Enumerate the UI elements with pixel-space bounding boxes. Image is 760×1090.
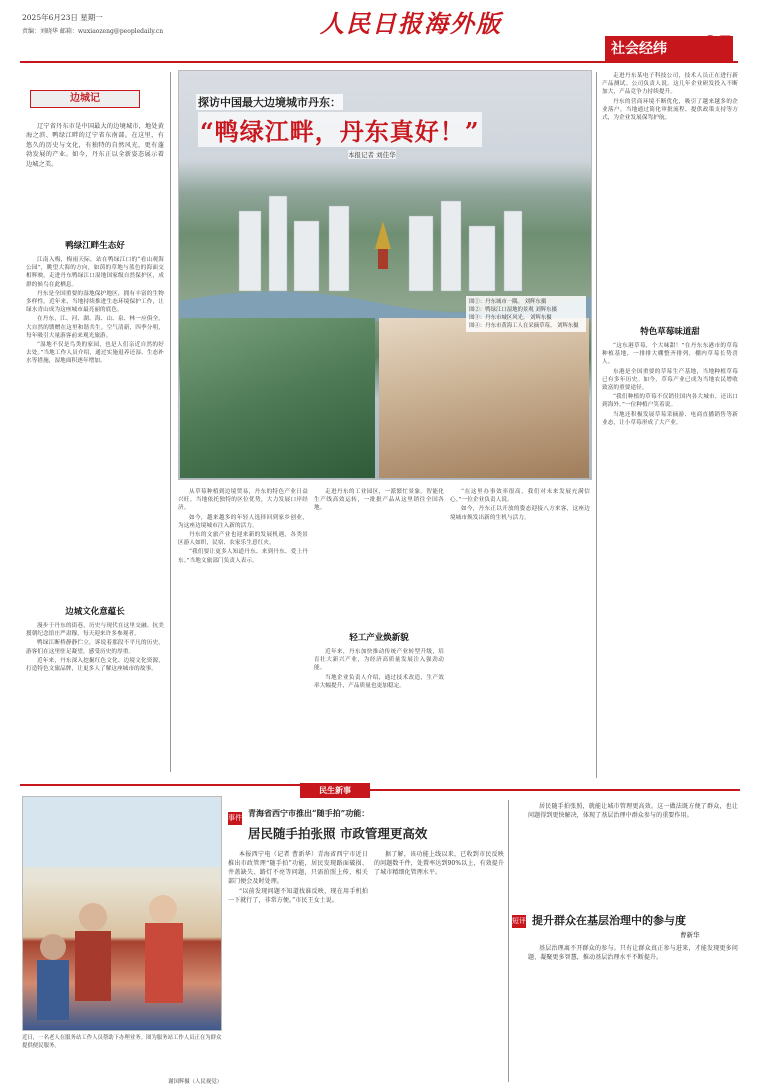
- story2-tag: 短评: [512, 915, 526, 928]
- feature-title: “鸭绿江畔，丹东真好！”: [198, 112, 482, 147]
- story-divider: [508, 800, 509, 1082]
- story2-author: 曹新华: [680, 931, 700, 939]
- left-section-body-2: 漫步于丹东的街巷，历史与现代在这里交融。抗美援朝纪念馆庄严肃穆，每天迎来许多参观者。 鸭绿江断桥静静伫立，诉说着那段不平凡的历史。游客们在这里驻足凝望，感受历史的厚重。 近年来，丹东深入挖掘红色文化、边境文化资源，打造特色文旅品牌，让更多人了解这座城市的故事。: [26, 623, 164, 673]
- feature-photo-wetland: [180, 318, 375, 478]
- story1-kicker: 青海省西宁市推出“随手拍”功能：: [248, 808, 370, 818]
- column-rule: [170, 72, 171, 772]
- story2-headline: 提升群众在基层治理中的参与度: [532, 914, 686, 927]
- section-label: 社会经纬: [605, 36, 733, 62]
- middle-body-3: 近年来，丹东加快推动传统产业转型升级，培育壮大新兴产业，为经济高质量发展注入强劲动能。 当地企业负责人介绍，通过技术改造，生产效率大幅提升，产品质量也更加稳定。: [314, 649, 444, 689]
- middle-body-4: “在这里办事效率很高，我们对未来发展充满信心。”一位企业负责人说。 如今，丹东正以开放的姿态迎接八方来客，这座边境城市焕发出新的生机与活力。: [450, 489, 590, 521]
- header-divider: [20, 61, 738, 63]
- bottom-photo-credit: 谢国辉摄（人民视觉）: [168, 1079, 222, 1085]
- right-body-1: 走进丹东某电子科技公司，技术人员正在进行新产品测试。公司负责人说，这几年企业研发投入不断加大，产品竞争力持续提升。 丹东的营商环境不断优化，吸引了越来越多的企业落户。当地通过简化审批流程、提供政策支持等方式，为企业发展保驾护航。: [602, 73, 738, 122]
- story1-tag: 事件: [228, 812, 242, 825]
- bottom-photo: [22, 796, 222, 1031]
- story1-body-1: 本报西宁电（记者 曹新华）青海省西宁市近日推出市政管理“随手拍”功能，居民发现路面破损、井盖缺失、路灯不亮等问题，只需拍照上传，相关部门便会及时处理。 “以前发现问题不知道找谁反映，现在用手机拍一下就行了，非常方便。”市民王女士说。: [228, 851, 368, 904]
- story1-headline: 居民随手拍张照 市政管理更高效: [248, 826, 428, 841]
- bottom-photo-caption: 近日，一名老人在服务站工作人员帮助下办理业务。图为服务站工作人员正在为群众提供便民服务。: [22, 1035, 222, 1049]
- left-section-title-1: 鸭绿江畔生态好: [65, 241, 125, 251]
- feature-photo-strawberry: [379, 318, 589, 478]
- story2-body-1: 居民随手拍张照，就能让城市管理更高效。这一做法既方便了群众，也让问题得到更快解决，体现了基层治理中群众参与的重要作用。: [528, 803, 738, 819]
- bottom-divider-right: [370, 789, 740, 791]
- story2-body-2: 基层治理离不开群众的参与。只有让群众真正参与进来，才能发现更多问题、凝聚更多智慧，推动基层治理水平不断提升。: [528, 945, 738, 961]
- column-heading: 边城记: [30, 90, 140, 108]
- story1-body-2: 据了解，该功能上线以来，已收到市民反映的问题数千件，处置率达到90%以上，有效提升了城市精细化管理水平。: [374, 851, 504, 876]
- bottom-section-label: 民生新事: [300, 783, 370, 798]
- left-intro: 辽宁省丹东市是中国最大的边境城市，地处黄海之滨、鸭绿江畔的辽宁省东南部。在这里，有悠久的历史与文化，有独特的自然风光，更有蓬勃发展的产业。如今，丹东正以全新姿态展示着边城之美。: [26, 123, 164, 168]
- header-date: 2025年6月23日 星期一: [22, 13, 103, 22]
- right-column-rule: [596, 72, 597, 778]
- middle-body-1: 从草莓种植到边境贸易，丹东的特色产业日益兴旺。当地依托独特的区位优势，大力发展口岸经济。 如今，越来越多的年轻人选择回到家乡创业，为这座边境城市注入新的活力。 丹东的文旅产业也迎来新的发展机遇，各类景区游人如织，民宿、农家乐生意红火。 “我们要让更多人知道丹东、来到丹东、爱上丹东。”当地文旅部门负责人表示。: [178, 489, 308, 564]
- right-section-title: 特色草莓味道甜: [640, 327, 700, 337]
- left-section-title-2: 边城文化意蕴长: [65, 607, 125, 617]
- feature-kicker: 探访中国最大边境城市丹东：: [198, 96, 341, 109]
- service-scene-graphic: [23, 797, 222, 1031]
- header-editors: 责编：刘晓华 邮箱：wuxiaozeng@peopledaily.cn: [22, 28, 164, 35]
- feature-byline: 本报记者 刘佳华: [348, 151, 396, 159]
- photo-captions: 图①：丹东城市一隅。 刘辉东摄 图②：鸭绿江口湿地的景观 刘辉东摄 图③：丹东市城区风光。 刘辉东摄 图④：丹东市黄海工人在采摘草莓。 刘辉东摄: [466, 296, 586, 332]
- left-section-body-1: 江南入梅，梅雨天际。站在鸭绿江口的“看山观海公园”，眺望大海的方向，如茵的草地与蓝色的海面交相辉映。走进丹东鸭绿江口湿地国家级自然保护区，成群的候鸟在此栖息。 丹东是全国重要的湿地保护地区，拥有丰富的生物多样性。近年来，当地持续推进生态环境保护工作，让绿水青山成为这座城市最亮丽的底色。 在丹东，江、河、湖、海、山、泉、林一应俱全。大自然的馈赠在这里和谐共生。空气清新，四季分明，每年吸引大量游客前来观光旅游。 “湿地不仅是鸟类的家园，也是人们亲近自然的好去处。”当地工作人员介绍，通过实施退养还湿、生态补水等措施，湿地面积逐年增加。: [26, 257, 164, 365]
- middle-body-2: 走进丹东的工业园区，一派繁忙景象。智能化生产线高效运转，一批批产品从这里销往全国各地。: [314, 489, 444, 512]
- right-body-2: “这东港草莓，个大味甜！”在丹东东港市的草莓种植基地，一排排大棚整齐排列，棚内草莓长势喜人。 东港是全国重要的草莓生产基地，当地种植草莓已有多年历史。如今，草莓产业已成为当地农民增收致富的重要途径。 “我们种植的草莓不仅销往国内各大城市，还出口到海外。”一位种植户笑着说。 当地还积极发展草莓采摘游、电商直播销售等新业态，让小草莓形成了大产业。: [602, 343, 738, 426]
- page-number: 05: [701, 32, 732, 58]
- newspaper-logo: 人民日报海外版: [320, 9, 502, 38]
- middle-section-title: 轻工产业焕新貌: [349, 633, 409, 643]
- bottom-divider-left: [20, 784, 300, 786]
